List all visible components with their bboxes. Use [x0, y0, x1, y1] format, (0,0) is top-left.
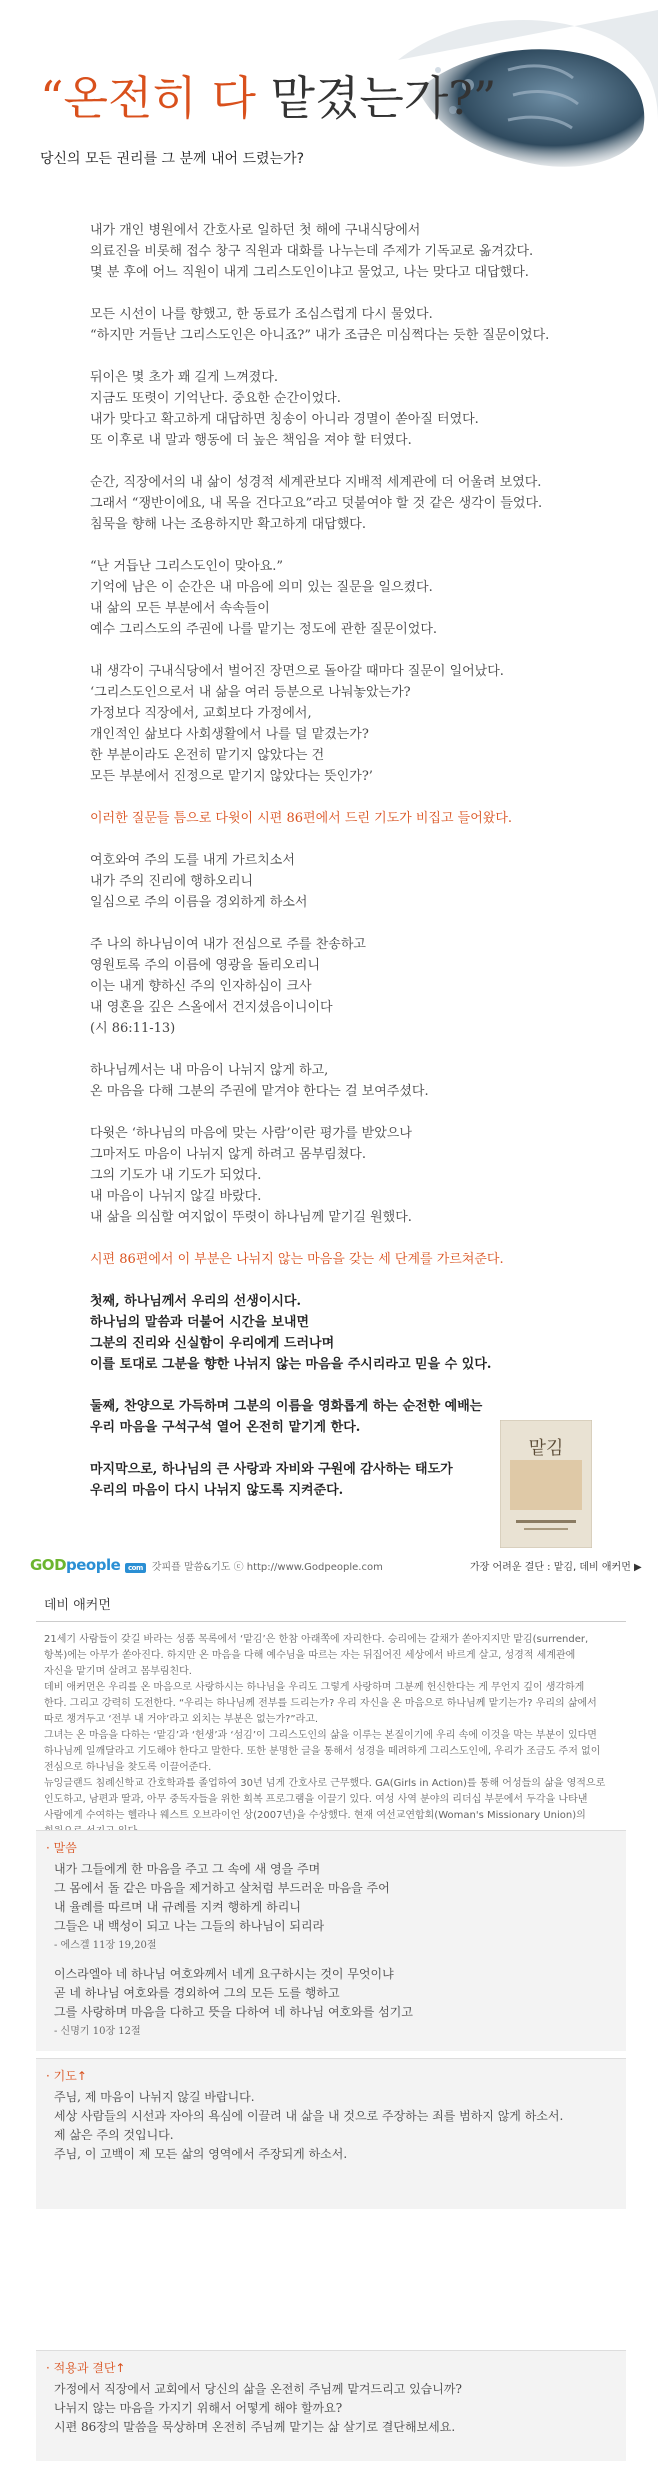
application-text: 가정에서 직장에서 교회에서 당신의 삶을 온전히 주님께 맡겨드리고 있습니까? 나뉘지 않는 마음을 가지기 위해서 어떻게 해야 할까요? 시편 86장의 말씀을 묵상하며 온전히 주님께 맡기는 삶 살기로 결단해보세요.: [54, 2382, 462, 2434]
title-quote: “: [40, 71, 64, 125]
title-accent: 온전히 다: [63, 71, 256, 125]
author-bio: 21세기 사람들이 갖길 바라는 성품 목록에서 ‘맡김’은 한참 아래쪽에 자리한다. 승리에는 갈채가 쏟아지지만 맡김(surrender, 항복)에는 아무가 쏟아진다. 하지만 온 마음을 다해 예수님을 따르는 자는 뒤집어진 세상에서 바르게 살고, 성경적 세계관에 자신을 맡기며 살려고 몸부림친다. 데비 애커먼은 우리를 온 마음으로 사랑하시는 하나님을 우리도 그렇게 사랑하며 그분께 헌신한다는 게 무언지 깊이 생각하게 한다. 그리고 강력히 도전한다. “우리는 하나님께 전부를 드리는가? 우리 자신을 온 마음으로 하나님께 맡기는가? 우리의 삶에서 따로 챙겨두고 ‘전부 내 거야’라고 외치는 부분은 없는가?”라고. 그녀는 온 마음을 다하는 ‘맡김’과 ‘헌생’과 ‘섬김’이 그리스도인의 삶을 이루는 본질이기에 우리 속에 이것을 막는 부분이 있다면 하나님께 일깨달라고 기도해야 한다고 말한다. 또한 분명한 글을 통해서 성경을 떼려하게 그리스도인에, 우리가 조금도 주저 없이 전심으로 하나님을 찾도록 이끌어준다. 뉴잉글랜드 침례신학교 간호학과를 졸업하여 30년 넘게 간호사로 근무했다. GA(Girls in Action)를 통해 어성들의 삶을 영적으로 인도하고, 남편과 딸과, 아무 중독자들을 위한 회복 프로그램을 이끌기 있다. 여성 사역 분야의 리더십 부문에서 두각을 나타낸 사람에게 수여하는 헬라나 웨스트 오브라이언 상(2007년)을 수상했다. 현재 여선교연합회(Woman's Missionary Union)의: [44, 1634, 606, 1821]
highlight-paragraph: 시편 86편에서 이 부분은 나뉘지 않는 마음을 갖는 세 단계를 가르쳐준다.: [90, 1252, 504, 1267]
book-caption-link[interactable]: 가장 어려운 결단 : 맡김, 데비 애커먼 ▶: [470, 1562, 642, 1573]
logo-people: people: [66, 1556, 121, 1574]
paragraph: 뒤이은 몇 초가 꽤 길게 느껴졌다. 지금도 또렷이 기억난다. 중요한 순간이었다. 내가 맞다고 확고하게 대답하면 칭송이 아니라 경멸이 쏟아질 터였다. 또 이후로 내 말과 행동에 더 높은 책임을 져야 할 터였다.: [90, 370, 479, 448]
word-heading: · 말씀: [46, 1841, 77, 1855]
step-paragraph: 둘째, 찬양으로 가득하며 그분의 이름을 영화롭게 하는 순전한 예배는 우리 마음을 구석구석 열어 온전히 맡기게 한다.: [90, 1399, 483, 1435]
paragraph: 하나님께서는 내 마음이 나뉘지 않게 하고, 온 마음을 다해 그분의 주권에 맡겨야 한다는 걸 보여주셨다.: [90, 1063, 429, 1099]
paragraph: 다윗은 ‘하나님의 마음에 맞는 사람’이란 평가를 받았으나 그마저도 마음이 나뉘지 않게 하려고 몸부림쳤다. 그의 기도가 내 기도가 되었다. 내 마음이 나뉘지 않길 바랐다. 내 삶을 의심할 여지없이 뚜렷이 하나님께 맡기길 원했다.: [90, 1126, 412, 1225]
logo-god: GOD: [30, 1556, 67, 1574]
scripture-paragraph: 여호와여 주의 도를 내게 가르치소서 내가 주의 진리에 행하오리니 일심으로 주의 이름을 경외하게 하소서: [90, 853, 308, 910]
essay-body: [90, 220, 600, 1522]
source-text: 갓피플 말씀&기도 ⓒ http://www.Godpeople.com: [151, 1561, 383, 1573]
author-name: 데비 애커먼: [44, 1598, 111, 1613]
word-verse-1: 내가 그들에게 한 마음을 주고 그 속에 새 영을 주며 그 몸에서 돌 같은 마음을 제거하고 살처럼 부드러운 마음을 주어 내 율례를 따르며 내 규례를 지켜 행하게 하리니 그들은 내 백성이 되고 나는 그들의 하나님이 되리라: [54, 1862, 390, 1933]
prayer-panel: [36, 2058, 626, 2209]
word-panel: [36, 1830, 626, 2051]
godpeople-logo[interactable]: [30, 1556, 146, 1574]
author-section: [36, 1594, 626, 1821]
book-cover-title: 맡김: [528, 1438, 564, 1459]
step-paragraph: 마지막으로, 하나님의 큰 사랑과 자비와 구원에 감사하는 태도가 우리의 마음이 다시 나뉘지 않도록 지켜준다.: [90, 1462, 453, 1498]
prayer-text: 주님, 제 마음이 나뉘지 않길 바랍니다. 세상 사람들의 시선과 자아의 욕심에 이끌려 내 삶을 내 것으로 주장하는 죄를 범하지 않게 하소서. 제 삶은 주의 것입니다. 주님, 이 고백이 제 모든 삶의 영역에서 주장되게 하소서.: [54, 2090, 564, 2161]
prayer-heading: · 기도↑: [46, 2069, 87, 2083]
book-cover-image[interactable]: [500, 1420, 592, 1548]
page-subtitle: 당신의 모든 권리를 그 분께 내어 드렸는가?: [40, 151, 305, 167]
paragraph: 내가 개인 병원에서 간호사로 일하던 첫 해에 구내식당에서 의료진을 비롯해 접수 창구 직원과 대화를 나누는데 주제가 기독교로 옮겨갔다. 몇 분 후에 어느 직원이 내게 그리스도인이냐고 물었고, 나는 맞다고 대답했다.: [90, 223, 534, 280]
step-paragraph: 첫째, 하나님께서 우리의 선생이시다. 하나님의 말씀과 더불어 시간을 보내면 그분의 진리와 신실함이 우리에게 드러나며 이를 토대로 그분을 향한 나뉘지 않는 마음을 주시리라고 믿을 수 있다.: [90, 1294, 492, 1372]
header-banner: [0, 0, 658, 190]
page-title: [40, 62, 496, 128]
scripture-paragraph: 주 나의 하나님이여 내가 전심으로 주를 찬송하고 영원토록 주의 이름에 영광을 돌리오리니 이는 내게 향하신 주의 인자하심이 크사 내 영혼을 깊은 스올에서 건지셨음이니이다 (시 86:11-13): [90, 937, 366, 1036]
application-panel: [36, 2350, 626, 2461]
divider: [36, 1621, 626, 1622]
paragraph: “난 거듭난 그리스도인이 맞아요.” 기억에 남은 이 순간은 내 마음에 의미 있는 질문을 일으켰다. 내 삶의 모든 부분에서 속속들이 예수 그리스도의 주권에 나를 맡기는 정도에 관한 질문이었다.: [90, 559, 438, 637]
paragraph: 내 생각이 구내식당에서 벌어진 장면으로 돌아갈 때마다 질문이 일어났다. ‘그리스도인으로서 내 삶을 여러 등분으로 나눠놓았는가? 가정보다 직장에서, 교회보다 가정에서, 개인적인 삶보다 사회생활에서 나를 덜 맡겼는가? 한 부분이라도 온전히 맡기지 않았다는 건 모든 부분에서 진정으로 맡기지 않았다는 뜻인가?’: [90, 664, 504, 784]
paragraph: 모든 시선이 나를 향했고, 한 동료가 조심스럽게 다시 물었다. “하지만 거들난 그리스도인은 아니죠?” 내가 조금은 미심쩍다는 듯한 질문이었다.: [90, 307, 550, 343]
application-heading: · 적용과 결단↑: [46, 2361, 126, 2375]
paragraph: 순간, 직장에서의 내 삶이 성경적 세계관보다 지배적 세계관에 더 어울려 보였다. 그래서 “쟁반이에요, 내 목을 건다고요”라고 덧붙여야 할 것 같은 생각이 들었다. 침묵을 향해 나는 조용하지만 확고하게 대답했다.: [90, 475, 543, 532]
title-rest: 맡겼는가?”: [255, 71, 497, 125]
highlight-paragraph: 이러한 질문들 틈으로 다윗이 시편 86편에서 드린 기도가 비집고 들어왔다.: [90, 811, 513, 826]
logo-badge: com: [125, 1563, 146, 1573]
word-reference-2: - 신명기 10장 12절: [54, 2026, 141, 2037]
word-reference-1: - 에스겔 11장 19,20절: [54, 1940, 157, 1951]
source-bar: [30, 1556, 383, 1574]
word-verse-2: 이스라엘아 네 하나님 여호와께서 네게 요구하시는 것이 무엇이냐 곧 네 하나님 여호와를 경외하여 그의 모든 도를 행하고 그를 사랑하며 마음을 다하고 뜻을 다하여 네 하나님 여호와를 섬기고: [54, 1967, 413, 2019]
